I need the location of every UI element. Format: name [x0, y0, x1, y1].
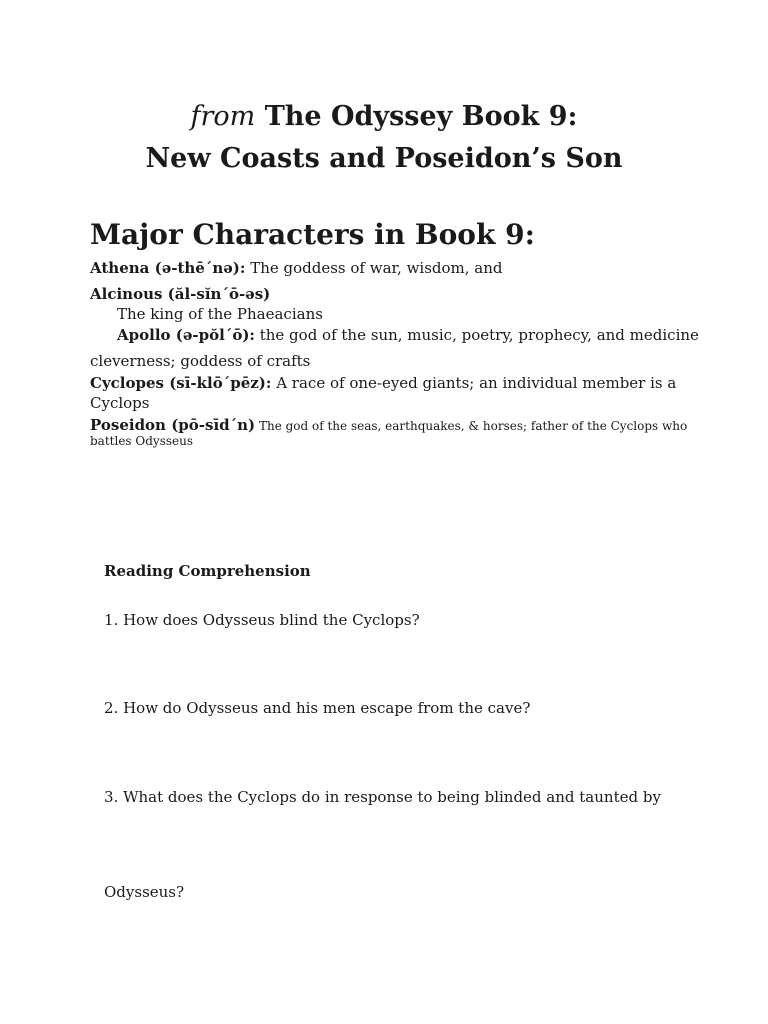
character-cyclopes: [90, 373, 676, 393]
character-athena-continued: cleverness; goddess of crafts: [90, 352, 311, 370]
character-athena: [90, 258, 503, 278]
character-alcinous-desc: The king of the Phaeacians: [117, 305, 323, 323]
question-3-continued: Odysseus?: [104, 883, 185, 901]
character-description: The goddess of war, wisdom, and: [245, 259, 503, 277]
character-name: Cyclopes (sī-klō΄pēz):: [90, 374, 272, 392]
title-prefix: from: [190, 101, 256, 132]
character-description: The god of the seas, earthquakes, & horses; father of the Cyclops who: [255, 419, 688, 433]
character-name: Athena (ə-thē΄nə):: [90, 259, 246, 277]
character-description: A race of one-eyed giants; an individual member is a: [271, 374, 677, 392]
question-3: 3. What does the Cyclops do in response to being blinded and taunted by: [104, 788, 661, 806]
character-name: Alcinous (ăl-sĭn΄ō-əs): [90, 285, 271, 303]
character-name: Apollo (ə-pŏl΄ō):: [117, 326, 255, 344]
characters-heading: Major Characters in Book 9:: [90, 218, 535, 251]
document-title: [0, 96, 768, 180]
character-alcinous: [90, 284, 270, 304]
character-description: the god of the sun, music, poetry, prophecy, and medicine: [254, 326, 699, 344]
reading-comprehension-heading: Reading Comprehension: [104, 562, 311, 580]
character-apollo: [117, 325, 699, 345]
character-poseidon-continued: battles Odysseus: [90, 434, 193, 448]
character-name: Poseidon (pō-sīd΄n): [90, 416, 256, 434]
character-cyclopes-continued: Cyclops: [90, 394, 150, 412]
title-line-2: New Coasts and Poseidon’s Son: [145, 143, 623, 174]
question-2: 2. How do Odysseus and his men escape from the cave?: [104, 699, 531, 717]
title-main: The Odyssey Book 9:: [264, 101, 578, 132]
question-1: 1. How does Odysseus blind the Cyclops?: [104, 611, 420, 629]
title-line-1: [0, 96, 768, 138]
